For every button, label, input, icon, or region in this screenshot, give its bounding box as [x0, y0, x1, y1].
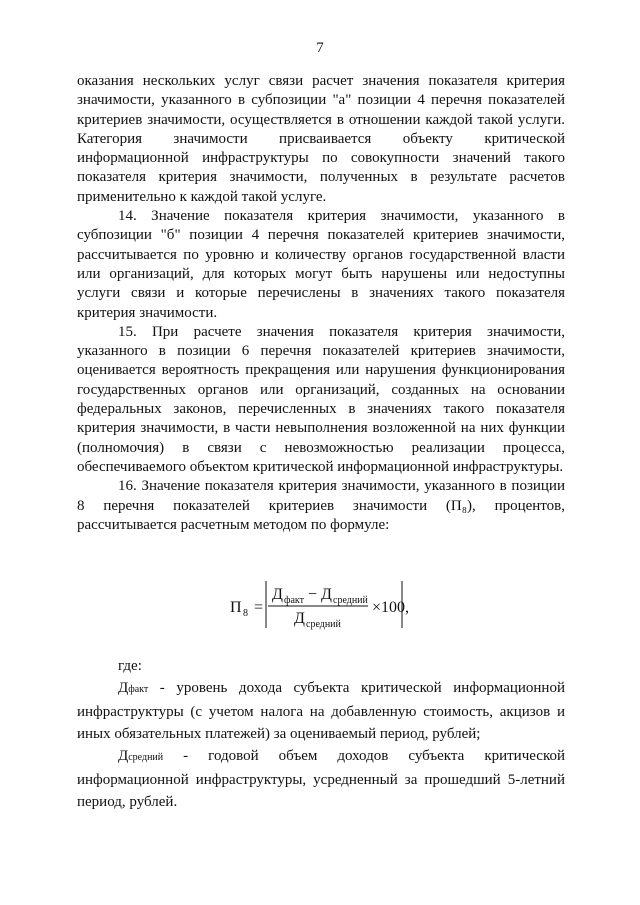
formula-num-a: Д	[272, 586, 283, 603]
document-body	[77, 72, 565, 535]
paragraph-15: 15. При расчете значения показателя критерия значимости, указанного в позиции 6 перечня показателей критериев значимости, оценивается вероятность прекращения или нарушения функционирования государственных органов или организаций, созданных на основании федеральных законов, перечисленных в значениях такого показателя критерия значимости, в части невыполнения возложенной на них функции (полномочия) в связи с невозможностью реализации процесса, обеспечиваемого объектом критической информационной инфраструктуры.	[77, 323, 565, 475]
formula-lhs-sub: 8	[243, 608, 248, 619]
definition-symbol-sub: средний	[128, 752, 164, 763]
formula-num-a-sub: факт	[284, 595, 305, 606]
paragraph-14: 14. Значение показателя критерия значимости, указанного в субпозиции "б" позиции 4 перечня показателей критериев значимости, рассчитывается по уровню и количеству органов государственной власти или организаций, для которых могут быть нарушены или недоступны услуги связи и которые перечислены в значениях такого показателя критерия значимости.	[77, 208, 565, 321]
formula-p8	[228, 585, 428, 645]
definition-symbol-sub: факт	[128, 684, 149, 695]
formula-den-sub: средний	[306, 619, 341, 630]
formula-den: Д	[294, 610, 305, 627]
formula-num-b-sub: средний	[333, 595, 368, 606]
paragraph-16: 16. Значение показателя критерия значимости, указанного в позиции 8 перечня показателей критериев значимости (П₈), процентов, рассчитывается расчетным методом по формуле:	[77, 478, 565, 533]
formula-lhs: П	[230, 599, 242, 616]
definition-d-sredniy	[77, 745, 565, 813]
formula-equals: =	[254, 599, 264, 616]
formula-times-100: ×100	[372, 599, 406, 616]
page-number: 7	[316, 40, 324, 56]
definition-d-fakt	[77, 677, 565, 745]
paragraph-13-continuation: оказания нескольких услуг связи расчет значения показателя критерия значимости, указанного в субпозиции "а" позиции 4 перечня показателей критериев значимости, осуществляется в отношении каждой такой услуги. Категория значимости присваивается объекту критической информационной инфраструктуры по совокупности значений такого показателя критерия значимости, полученных в результате расчетов применительно к каждой такой услуге.	[77, 73, 565, 205]
formula-comma: ,	[405, 599, 409, 616]
definition-symbol: Д	[118, 680, 129, 696]
formula-minus: −	[308, 586, 318, 603]
definition-text: - уровень дохода субъекта критической информационной инфраструктуры (с учетом налога на добавленную стоимость, акцизов и иных обязательных платежей) за оцениваемый период, рублей;	[77, 680, 565, 742]
formula-num-b: Д	[321, 586, 332, 603]
definition-text: - годовой объем доходов субъекта критической информационной инфраструктуры, усредненный за прошедший 5-летний период, рублей.	[77, 748, 565, 810]
formula-svg	[228, 585, 428, 645]
definition-symbol: Д	[118, 748, 129, 764]
where-label: где:	[118, 658, 142, 674]
definitions	[77, 655, 565, 813]
